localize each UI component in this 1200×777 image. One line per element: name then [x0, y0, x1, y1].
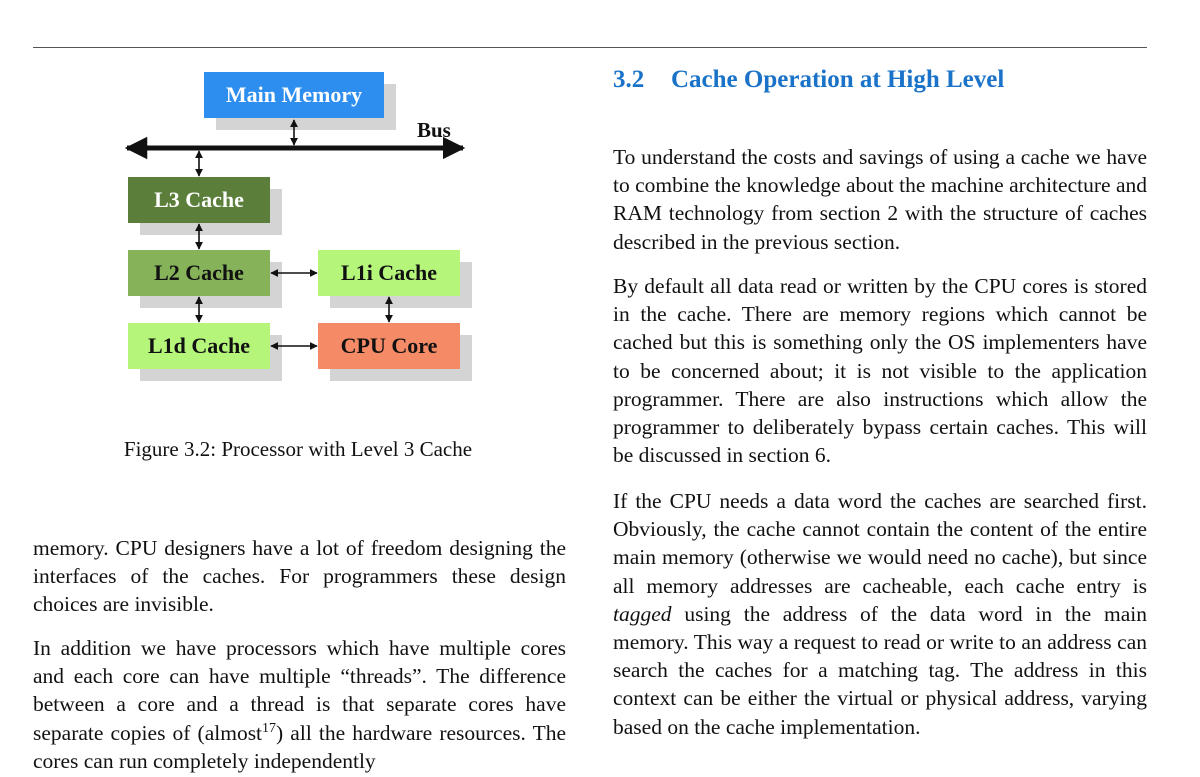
right-paragraph-2: By default all data read or written by the CPU cores is stored in the cache. There are memory regions which cannot be cached but this is something only the OS implementers have to be concerned about; it is not visible to the application programmer. There are also instructions which allow the programmer to deliberately bypass certain caches. This will be discussed in section 6. — [613, 274, 1147, 468]
right-paragraph-3-part-b: using the address of the data word in the main memory. This way a request to read or write to an address can search the caches for a matching tag. The address in this context can be either the virtual or physical address, varying based on the cache implementation. — [613, 601, 1147, 739]
right-paragraph-3-part-a: If the CPU needs a data word the caches are searched first. Obviously, the cache cannot contain the content of the entire main memory (otherwise we would need no cache), but since all memory addresses are cacheable, each cache entry is — [613, 489, 1147, 598]
section-number: 3.2 — [613, 66, 645, 93]
l1i-cache-box: L1i Cache — [318, 250, 460, 296]
tagged-emphasis: tagged — [613, 601, 672, 626]
l3-cache-box: L3 Cache — [128, 177, 270, 223]
section-title: Cache Operation at High Level — [671, 66, 1005, 93]
figure-caption: Figure 3.2: Processor with Level 3 Cache — [123, 437, 473, 461]
right-paragraph-3 — [613, 487, 1147, 741]
main-memory-box: Main Memory — [204, 72, 384, 118]
section-heading — [613, 66, 1004, 94]
left-paragraph-2 — [33, 634, 566, 775]
left-paragraph-2-part-a: In addition we have processors which have multiple cores and each core can have multiple “threads”. The difference between a core and a thread is that separate cores have separate copies of (almost — [33, 636, 566, 745]
left-paragraph-1: memory. CPU designers have a lot of freedom designing the interfaces of the caches. For programmers these design choices are invisible. — [33, 536, 566, 617]
figure-connectors — [0, 0, 600, 420]
l1d-cache-box: L1d Cache — [128, 323, 270, 369]
bus-label: Bus — [417, 118, 451, 142]
left-paragraph-2-part-b: ) all the hardware resources. The cores can run completely independently — [33, 720, 567, 773]
right-paragraph-1: To understand the costs and savings of using a cache we have to combine the knowledge about the machine architecture and RAM technology from section 2 with the structure of caches described in the previous section. — [613, 145, 1147, 254]
cpu-core-box: CPU Core — [318, 323, 460, 369]
footnote-marker: 17 — [262, 720, 277, 736]
l2-cache-box: L2 Cache — [128, 250, 270, 296]
